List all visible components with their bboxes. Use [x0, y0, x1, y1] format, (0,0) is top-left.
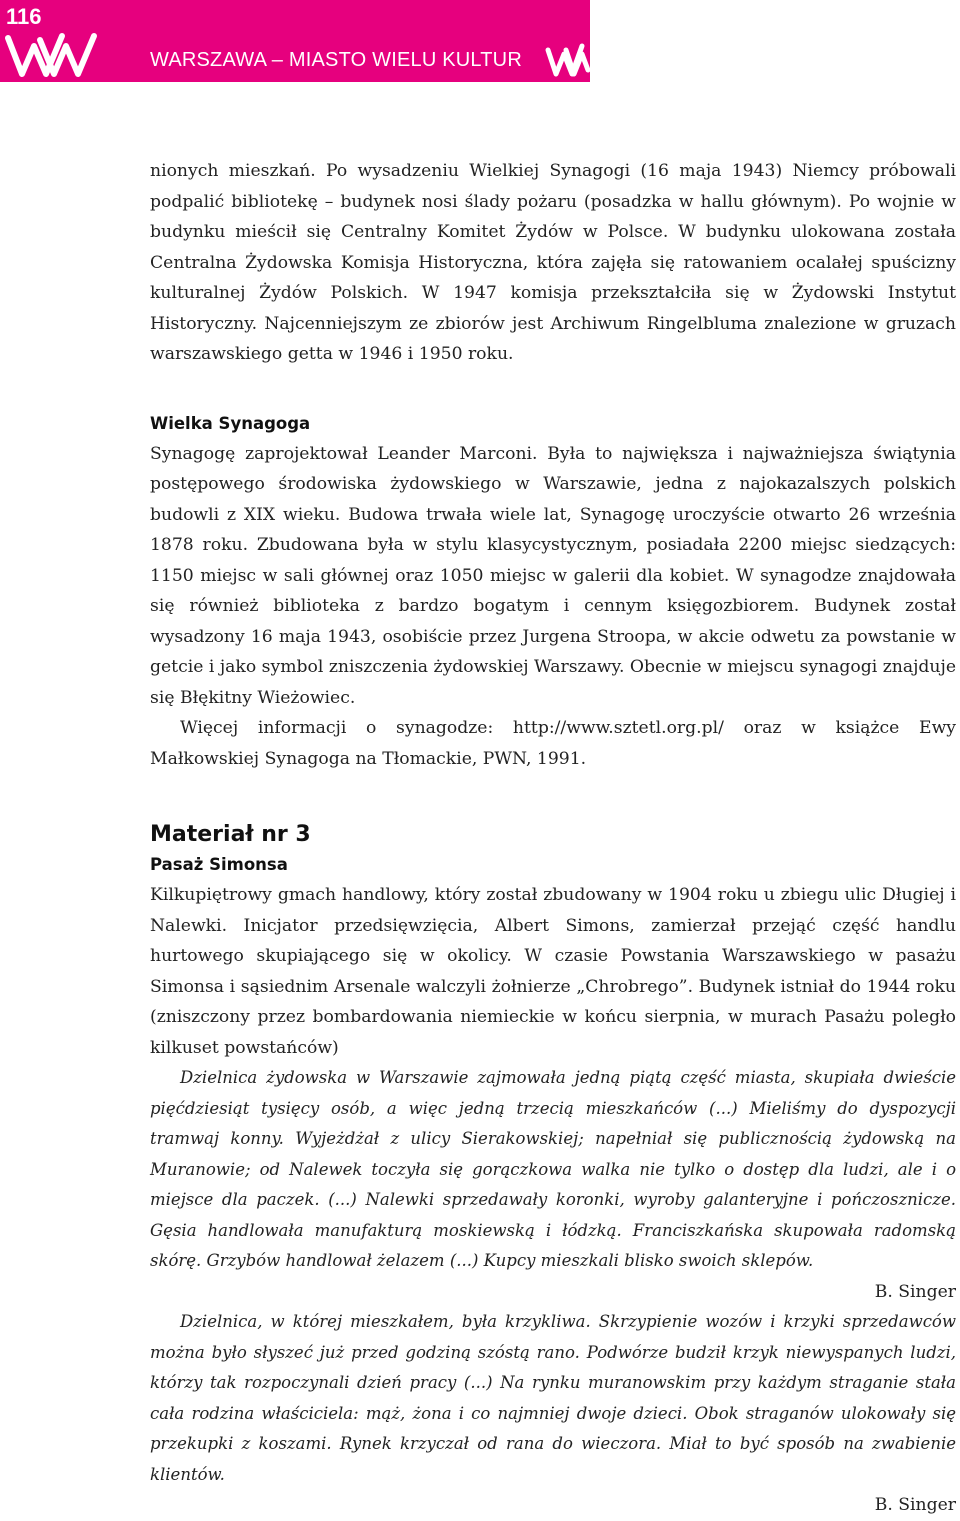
more-info-paragraph: Więcej informacji o synagodze: http://www.sztetl.org.pl/ oraz w książce Ewy Małkowskiej Synagoga na Tłomackie, PWN, 1991. [150, 718, 956, 769]
page-number: 116 [6, 4, 42, 29]
section-heading-pasaz-simonsa: Pasaż Simonsa [150, 855, 288, 874]
quote-1: Dzielnica żydowska w Warszawie zajmowała jedną piątą część miasta, skupiała dwieście pięćdziesiąt tysięcy osób, a więc jedną trzecią mieszkańców (...) Mieliśmy do dyspozycji tramwaj konny. Wyjeżdżał z ulicy Sierakowskiej; napełniał się publicznością żydowską na Muranowie; od Nalewek toczyła się gorączkowa walka nie tylko o dostęp dla ludzi, ale i o miejsce dla paczek. (...) Nalewki sprzedawały koronki, wyroby galanteryjne i pończosznicze. Gęsia handlowała manufakturą moskiewską i łódzką. Franciszkańska skupowała radomską skórę. Grzybów handlował żelazem (...) Kupcy mieszkali blisko swoich sklepów. [150, 1068, 956, 1270]
quote-2-author: B. Singer [874, 1495, 956, 1515]
page-header [0, 0, 620, 82]
quote-2: Dzielnica, w której mieszkałem, była krzykliwa. Skrzypienie wozów i krzyki sprzedawców można było słyszeć już przed godziną szóstą rano. Podwórze budził krzyk niewyspanych ludzi, którzy tak rozpoczynali dzień pracy (...) Na rynku muranowskim przy każdym straganie stała cała rodzina właściciela: mąż, żona i co najmniej dwoje dzieci. Obok straganów ulokowały się przekupki z koszami. Rynek krzyczał od rana do wieczora. Miał to być sposób na zwabienie klientów. [150, 1312, 956, 1484]
page-content [150, 156, 956, 1521]
running-title: WARSZAWA – MIASTO WIELU KULTUR [150, 49, 522, 71]
pasaz-simonsa-paragraph: Kilkupiętrowy gmach handlowy, który został zbudowany w 1904 roku u zbiegu ulic Długiej i Nalewki. Inicjator przedsięwzięcia, Albert Simons, zamierzał przejąć część handlu hurtowego skupiającego się w okolicy. W czasie Powstania Warszawskiego w pasażu Simonsa i sąsiednim Arsenale walczyli żołnierze „Chrobrego”. Budynek istniał do 1944 roku (zniszczony przez bombardowania niemieckie w końcu sierpnia, w murach Pasażu poległo kilkuset powstańców) [150, 885, 956, 1058]
section-heading-wielka-synagoga: Wielka Synagoga [150, 413, 311, 433]
quote-1-author: B. Singer [874, 1281, 956, 1302]
intro-paragraph: nionych mieszkań. Po wysadzeniu Wielkiej Synagogi (16 maja 1943) Niemcy próbowali podpalić bibliotekę – budynek nosi ślady pożaru (posadzka w hallu głównym). Po wojnie w budynku mieścił się Centralny Komitet Żydów w Polsce. W budynku ulokowana została Centralna Żydowska Komisja Historyczna, która zajęła się ratowaniem ocalałej spuścizny kulturalnej Żydów Polskich. W 1947 komisja przekształciła się w Żydowski Instytut Historyczny. Najcenniejszym ze zbiorów jest Archiwum Ringelbluma znalezione w gruzach warszawskiego getta w 1946 i 1950 roku. [150, 161, 956, 364]
wielka-synagoga-paragraph: Synagogę zaprojektował Leander Marconi. Była to największa i najważniejsza świątynia postępowego środowiska żydowskiego w Warszawie, jedna z najokazalszych polskich budowli z XIX wieku. Budowa trwała wiele lat, Synagogę uroczyście otwarto 26 września 1878 roku. Zbudowana była w stylu klasycystycznym, posiadała 2200 miejsc siedzących: 1150 miejsc w sali głównej oraz 1050 miejsc w galerii dla kobiet. W synagodze znajdowała się również biblioteka z bardzo bogatym i cennym księgozbiorem. Budynek został wysadzony 16 maja 1943, osobiście przez Jurgena Stroopa, w akcie odwetu za powstanie w getcie i jako symbol zniszczenia żydowskiej Warszawy. Obecnie w miejscu synagogi znajduje się Błękitny Wieżowiec. [150, 443, 956, 708]
material-heading: Materiał nr 3 [150, 822, 311, 847]
